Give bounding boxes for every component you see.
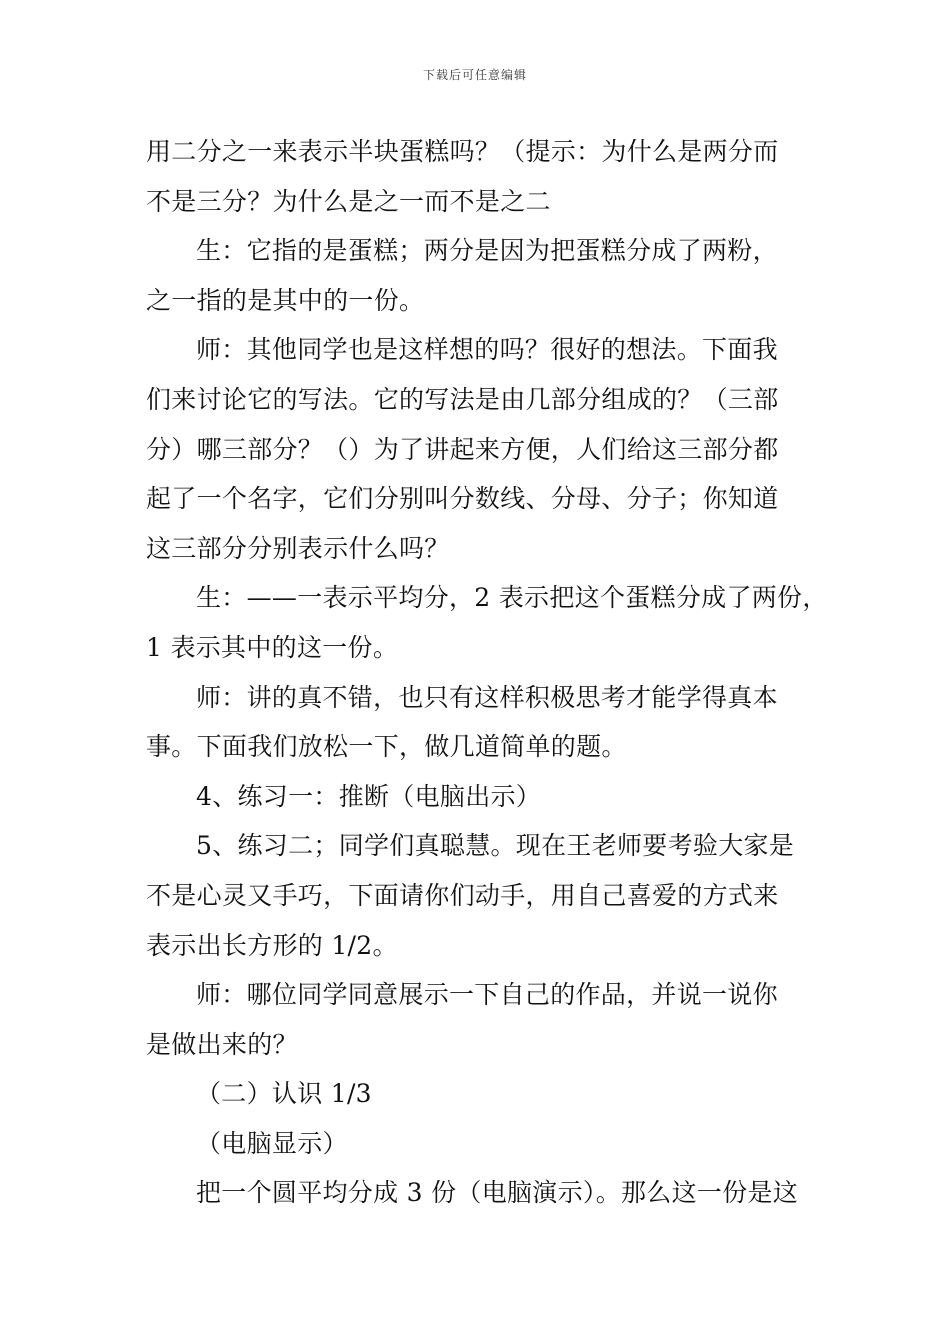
text-line: （二）认识 1/3 — [196, 1079, 372, 1109]
text-line: 师：其他同学也是这样想的吗？很好的想法。下面我 — [196, 335, 778, 365]
text-line: 不是心灵又手巧，下面请你们动手，用自己喜爱的方式来 — [146, 880, 779, 910]
text-line: （电脑显示） — [196, 1128, 348, 1158]
text-line: 们来讨论它的写法。它的写法是由几部分组成的？（三部 — [146, 384, 779, 414]
text-line: 5、练习二；同学们真聪慧。现在王老师要考验大家是 — [196, 831, 795, 861]
text-line: 4、练习一：推断（电脑出示） — [196, 781, 542, 811]
text-line: 分）哪三部分？（）为了讲起来方便，人们给这三部分都 — [146, 434, 779, 464]
text-line: 起了一个名字，它们分别叫分数线、分母、分子；你知道 — [146, 484, 779, 514]
text-line: 1 表示其中的这一份。 — [146, 632, 399, 662]
text-line: 这三部分分别表示什么吗？ — [146, 533, 450, 563]
text-line: 之一指的是其中的一份。 — [146, 285, 425, 315]
text-line: 师：讲的真不错，也只有这样积极思考才能学得真本 — [196, 682, 778, 712]
text-line: 用二分之一来表示半块蛋糕吗？（提示：为什么是两分而 — [146, 137, 779, 166]
text-line: 是做出来的？ — [146, 1029, 298, 1059]
document-body — [146, 127, 828, 1218]
text-line: 生：它指的是蛋糕；两分是因为把蛋糕分成了两粉， — [196, 236, 778, 266]
page-header: 下载后可任意编辑 — [422, 68, 527, 82]
text-line: 表示出长方形的 1/2。 — [146, 930, 398, 960]
text-line: 事。下面我们放松一下，做几道简单的题。 — [146, 732, 627, 762]
text-line: 不是三分？为什么是之一而不是之二 — [146, 186, 551, 216]
text-line: 把一个圆平均分成 3 份（电脑演示）。那么这一份是这 — [196, 1178, 799, 1208]
text-line: 生：——一表示平均分，2 表示把这个蛋糕分成了两份， — [196, 583, 828, 613]
text-line: 师：哪位同学同意展示一下自己的作品，并说一说你 — [196, 980, 778, 1010]
